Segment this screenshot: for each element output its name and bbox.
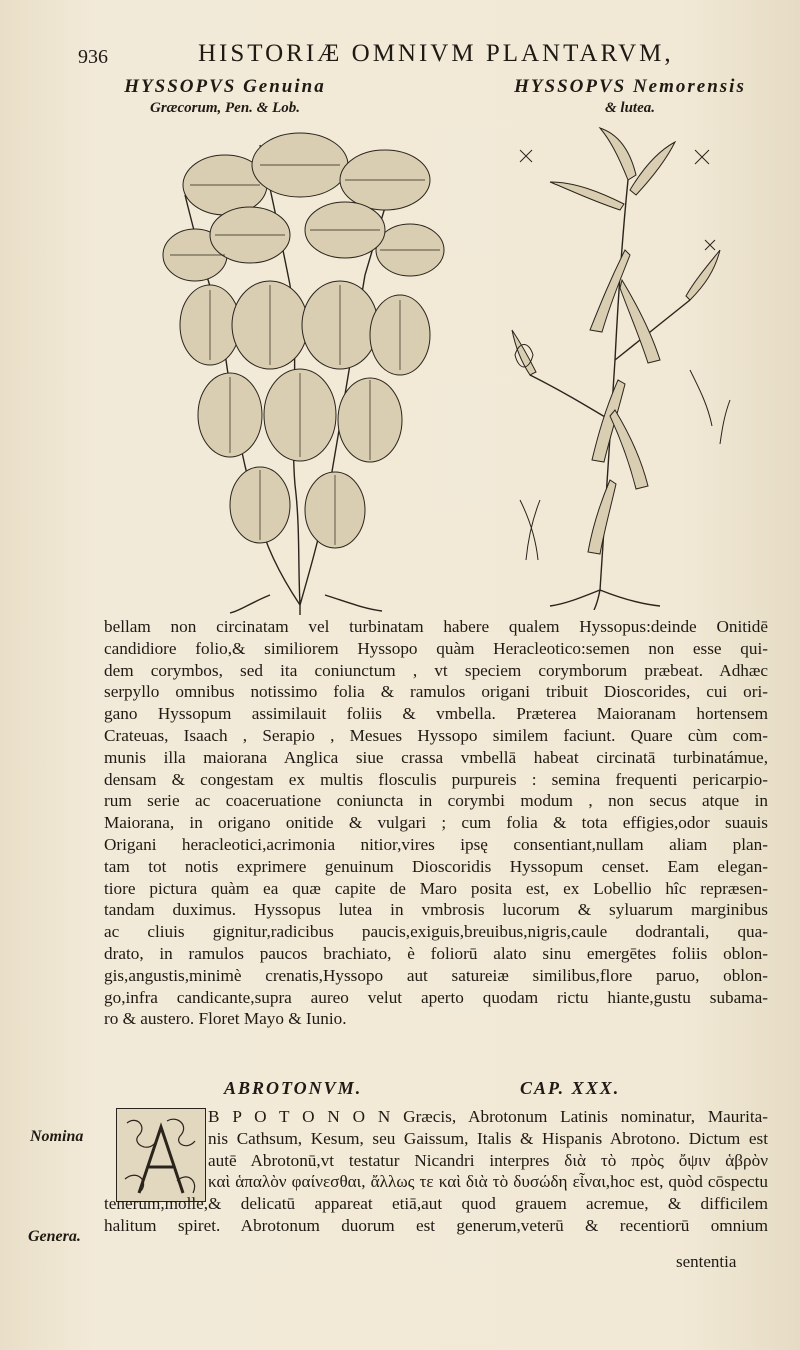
figure-caption-left-subtitle: Græcorum, Pen. & Lob. <box>150 100 300 116</box>
figure-caption-right <box>500 76 760 117</box>
body-line: Maiorana, in origano onitide & vulgari ; cum folia & tota effigies,odor suauis <box>104 813 768 833</box>
page-number: 936 <box>78 46 108 68</box>
hyssop-genuine-woodcut <box>150 125 450 615</box>
body-line: densam & congestam ex multis flosculis purpureis : semina frequenti pericarpio- <box>104 769 768 789</box>
chapter-line: tenerum,molle,& delicatū appareat etiā,aut quod grauem acremue, & difficilem <box>104 1194 768 1214</box>
chapter-line: B P O T O N O N Græcis, Abrotonum Latinis nominatur, Maurita- <box>208 1107 768 1126</box>
body-line: gano Hyssopum assimilauit foliis & vmbella. Præterea Maioranam hortensem <box>104 704 768 724</box>
body-text <box>104 616 768 1030</box>
running-title: HISTORIÆ OMNIVM PLANTARVM, <box>198 40 674 67</box>
body-line: ro & austero. Floret Mayo & Iunio. <box>104 1009 347 1029</box>
body-line: serpyllo omnibus notissimo folia & ramulos origani tribuit Dioscorides, cui ori- <box>104 682 768 702</box>
body-line: tiore pictura quàm ea quæ capite de Maro posita est, ex Lobellio hîc repræsen- <box>104 878 768 898</box>
chapter-line: nis Cathsum, Kesum, seu Gaissum, Italis & Hispanis Abrotono. Dictum est <box>208 1128 768 1148</box>
figure-caption-left <box>110 76 340 117</box>
body-line: bellam non circinatam vel turbinatam habere qualem Hyssopus:deinde Onitidē <box>104 617 768 636</box>
body-line: gis,angustis,minimè crenatis,Hyssopo aut satureiæ similibus,flore paruo, oblon- <box>104 965 768 985</box>
chapter-line: autē Abrotonū,vt testatur Nicandri interpres διὰ τὸ πρὸς ὄψιν ἁβρὸν <box>208 1150 768 1170</box>
chapter-heading <box>224 1078 664 1099</box>
chapter-line: καὶ ἁπαλὸν φαίνεσθαι, ἄλλως τε καὶ διὰ τὸ δυσώδη εἶναι,hoc est, quòd cōspectu <box>208 1172 768 1192</box>
chapter-line: halitum spiret. Abrotonum duorum est generum,veterū & recentiorū omnium <box>104 1215 768 1235</box>
body-line: tandam duximus. Hyssopus lutea in vmbrosis lucorum & syluarum marginibus <box>104 900 768 920</box>
figure-caption-right-subtitle: & lutea. <box>604 100 655 116</box>
body-line: rum serie ac coaceruatione coniuncta in corymbi modum , non secus atque in <box>104 791 768 811</box>
margin-note-genera: Genera. <box>28 1228 81 1245</box>
hyssop-wood-woodcut <box>490 120 770 610</box>
body-line: candidiore folio,& similiorem Hyssopo quàm Heracleotico:semen non esse qui- <box>104 638 768 658</box>
figure-caption-right-title: HYSSOPVS Nemorensis <box>514 76 746 97</box>
chapter-number: CAP. XXX. <box>520 1078 621 1098</box>
body-line: ac cliuis gignitur,radicibus paucis,exiguis,breuibus,nigris,caule dodrantali, qua- <box>104 922 768 942</box>
body-line: tam tot notis exprimere genuinum Dioscoridis Hyssopum censet. Eam elegan- <box>104 856 768 876</box>
margin-note-nomina: Nomina <box>30 1128 84 1145</box>
catchword: sententia <box>676 1252 737 1271</box>
body-line: Crateuas, Isaach , Serapio , Mesues Hyssopo similem faciunt. Quare cùm com- <box>104 725 768 745</box>
body-line: munis illa maiorana Anglica siue crassa vmbellā habeat circinatā turbinatámue, <box>104 747 768 767</box>
chapter-title: ABROTONVM. <box>224 1078 363 1098</box>
figure-caption-left-title: HYSSOPVS Genuina <box>124 76 326 97</box>
body-line: dem corymbos, sed ita coniunctum , vt speciem corymborum præbeat. Adhæc <box>104 660 768 680</box>
body-line: Origani heracleotici,acrimonia nitior,vires ipsę consentiant,nullam aliam plan- <box>104 834 768 854</box>
body-line: go,infra candicante,supra aureo velut aperto quodam rictu hiante,gustu subama- <box>104 987 768 1007</box>
chapter-text <box>104 1106 768 1237</box>
body-line: drato, in ramulos paucos brachiato, è foliorū alato sinu emergētes foliis oblon- <box>104 943 768 963</box>
